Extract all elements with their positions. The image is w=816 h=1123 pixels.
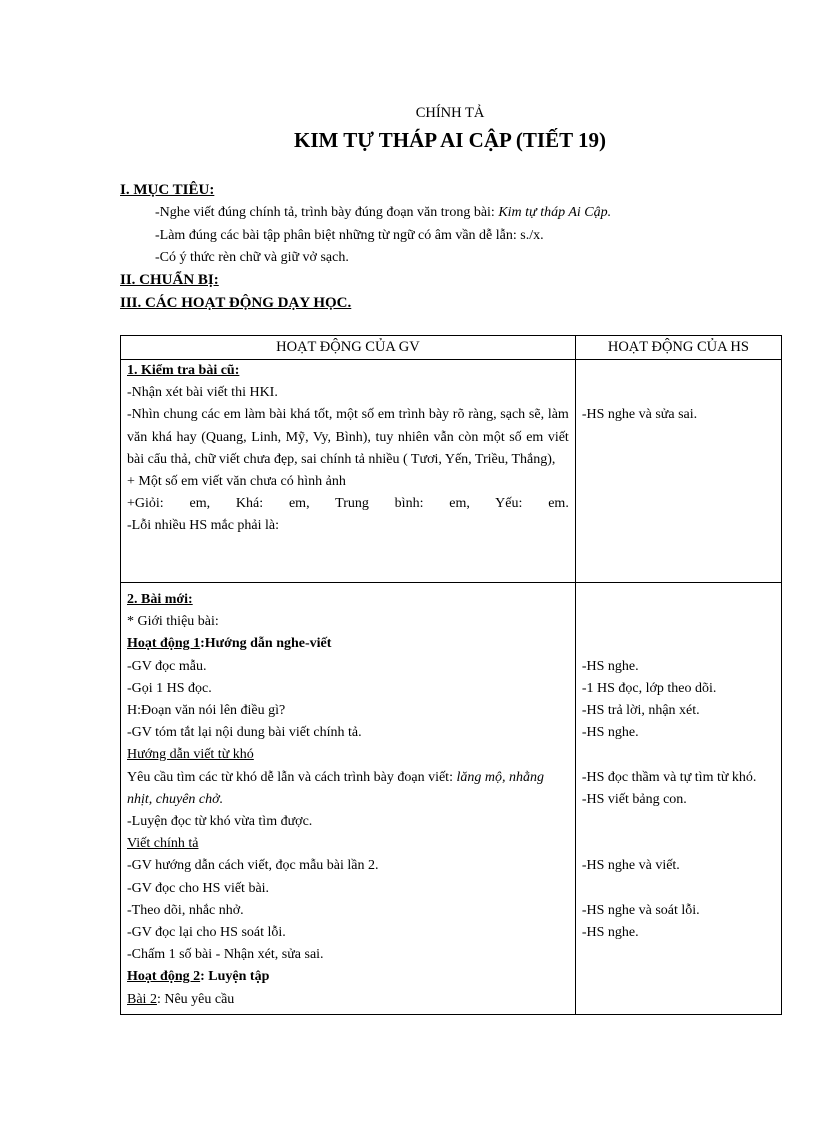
subject-label: CHÍNH TẢ xyxy=(415,105,485,121)
exercise-2-label: Bài 2 xyxy=(127,991,157,1007)
section-activities-heading: III. CÁC HOẠT ĐỘNG DẠY HỌC. xyxy=(120,295,352,311)
row2-gv-2: -Gọi 1 HS đọc. xyxy=(127,680,212,696)
objective-2: -Làm đúng các bài tập phân biệt những từ ngữ có âm vần dễ lẫn: s./x. xyxy=(155,228,544,243)
activity-2-heading xyxy=(127,966,569,988)
row1-hs-1: -HS nghe và sửa sai. xyxy=(581,407,698,422)
activities-table xyxy=(120,335,782,1015)
objective-1-title: Kim tự tháp Ai Cập. xyxy=(498,205,612,220)
row2-hs-3: -HS trả lời, nhận xét. xyxy=(581,703,700,718)
row2-gv-3: H:Đoạn văn nói lên điều gì? xyxy=(127,703,286,719)
row2-gv-11: -Chấm 1 số bài - Nhận xét, sửa sai. xyxy=(127,947,324,963)
row1-gv-4: +Giỏi: em, Khá: em, Trung bình: em, Yếu: em. xyxy=(127,496,569,512)
hard-words-heading: Hướng dẫn viết từ khó xyxy=(127,747,254,763)
table-row xyxy=(121,360,782,583)
section-objectives-heading: I. MỤC TIÊU: xyxy=(120,182,215,198)
row1-gv-1: -Nhận xét bài viết thi HKI. xyxy=(127,385,278,401)
row2-hs-6: -HS viết bảng con. xyxy=(581,791,687,807)
row2-student-cell xyxy=(575,583,781,1015)
objective-1 xyxy=(155,205,611,221)
table-row xyxy=(121,583,782,1015)
activity-2-label: Hoạt động 2 xyxy=(127,969,201,985)
row2-hs-5: -HS đọc thầm và tự tìm từ khó. xyxy=(581,769,757,785)
activity-1-label: Hoạt động 1 xyxy=(127,636,201,652)
row2-teacher-cell xyxy=(121,583,576,1015)
row2-hs-2: -1 HS đọc, lớp theo dõi. xyxy=(581,680,717,696)
row2-hs-9: -HS nghe. xyxy=(581,924,639,940)
row2-gv-6: -Luyện đọc từ khó vừa tìm được. xyxy=(127,814,313,830)
row2-gv-5-text: Yêu cầu tìm các từ khó dễ lẫn và cách trình bày đoạn viết: xyxy=(127,769,457,785)
row2-gv-7: -GV hướng dẫn cách viết, đọc mẫu bài lần 2. xyxy=(127,858,379,874)
activity-1-text: :Hướng dẫn nghe-viết xyxy=(200,636,332,652)
row1-gv-2: -Nhìn chung các em làm bài khá tốt, một số em trình bày rõ ràng, sạch sẽ, làm văn khá hay (Quang, Linh, Mỹ, Vy, Bình), tuy nhiên vẫn còn một số em viết bài cẩu thả, chữ viết chưa đẹp, sai chính tả nhiều ( Tươi, Yến, Triều, Thắng), xyxy=(127,407,569,467)
header-student: HOẠT ĐỘNG CỦA HS xyxy=(575,336,781,360)
objective-1-text: -Nghe viết đúng chính tả, trình bày đúng đoạn văn trong bài: xyxy=(155,205,499,220)
activity-1-heading xyxy=(127,633,569,655)
exercise-2-text: : Nêu yêu cầu xyxy=(156,991,235,1007)
row1-student-cell xyxy=(575,360,781,583)
row2-gv-10: -GV đọc lại cho HS soát lỗi. xyxy=(127,925,286,941)
row1-gv-3: + Một số em viết văn chưa có hình ảnh xyxy=(127,474,346,490)
table-header-row xyxy=(121,336,782,360)
objective-3: -Có ý thức rèn chữ và giữ vở sạch. xyxy=(155,250,349,265)
row2-hs-4: -HS nghe. xyxy=(581,725,639,741)
activity-2-text: : Luyện tập xyxy=(200,969,270,985)
row2-hs-1: -HS nghe. xyxy=(581,658,639,674)
row1-gv-5: -Lỗi nhiều HS mắc phải là: xyxy=(127,518,280,534)
row1-heading: 1. Kiểm tra bài cũ: xyxy=(127,363,240,378)
row2-gv-4: -GV tóm tắt lại nội dung bài viết chính tả. xyxy=(127,725,362,741)
lesson-title: KIM TỰ THÁP AI CẬP (TIẾT 19) xyxy=(294,128,606,152)
row2-gv-5 xyxy=(127,767,569,811)
row1-teacher-cell xyxy=(121,360,576,583)
dictation-heading: Viết chính tả xyxy=(127,836,199,852)
row2-gv-9: -Theo dõi, nhắc nhở. xyxy=(127,902,244,918)
header-teacher: HOẠT ĐỘNG CỦA GV xyxy=(121,336,576,360)
exercise-2-line xyxy=(127,989,569,1011)
row2-hs-8: -HS nghe và soát lỗi. xyxy=(581,902,700,918)
row2-heading: 2. Bài mới: xyxy=(127,592,193,607)
row2-gv-8: -GV đọc cho HS viết bài. xyxy=(127,880,270,896)
row2-gv-5-words: lăng mộ, nhằng nhịt, chuyên chở. xyxy=(127,769,544,807)
row2-gv-1: -GV đọc mẫu. xyxy=(127,658,207,674)
row2-hs-7: -HS nghe và viết. xyxy=(581,858,680,874)
row2-intro: * Giới thiệu bài: xyxy=(127,614,219,630)
section-preparation-heading: II. CHUẨN BỊ: xyxy=(120,272,219,288)
